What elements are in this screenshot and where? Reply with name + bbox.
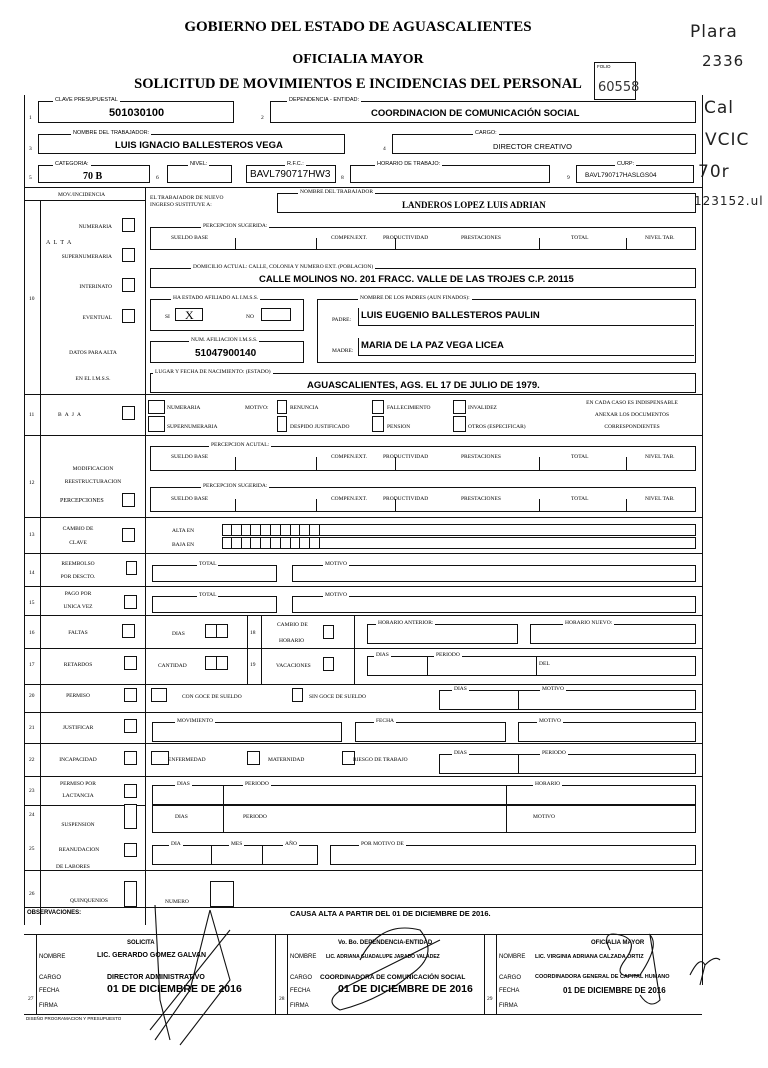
clave-presupuestal-label: CLAVE PRESUPUESTAL (55, 97, 118, 103)
vacaciones-del-label: DEL (539, 661, 550, 667)
margin-note: Plara (690, 22, 738, 42)
perc-col-label: SUELDO BASE (171, 496, 209, 502)
categoria-value: 70 B (83, 171, 103, 182)
por-motivo-label: POR MOTIVO DE (361, 841, 404, 847)
perc-col-label: COMPEN.EXT. (331, 496, 367, 502)
perc-col-label: PRODUCTIVIDAD (383, 235, 429, 241)
field-number: 9 (567, 175, 570, 181)
pago-total-label: TOTAL (199, 592, 217, 598)
field-number: 3 (29, 146, 32, 152)
field-number: 2 (261, 115, 264, 121)
cargo-label: CARGO: (475, 130, 497, 136)
perc-col-label: TOTAL (571, 235, 589, 241)
footer-note: DISEÑO PROGRAMACION Y PRESUPUESTO (26, 1016, 122, 1021)
justificar-fecha-label: FECHA (376, 718, 395, 724)
faltas-label: FALTAS (68, 630, 88, 636)
perc-col-label: PRODUCTIVIDAD (383, 496, 429, 502)
signature-number: 29 (487, 996, 493, 1002)
folio-value: 60558 (598, 80, 640, 95)
justificar-movimiento-label: MOVIMIENTO (177, 718, 213, 724)
reembolso-label: POR DESCTO. (60, 574, 96, 580)
perc-col-label: SUELDO BASE (171, 454, 209, 460)
folio-label: FOLIO (597, 64, 611, 69)
alta-option-label: EVENTUAL (82, 315, 112, 321)
rfc-value: BAVL790717HW3 (250, 169, 331, 180)
permiso-motivo-label: MOTIVO (542, 686, 564, 692)
sustituye-nombre-value: LANDEROS LOPEZ LUIS ADRIAN (402, 200, 546, 210)
retardos-label: RETARDOS (63, 662, 93, 668)
baja-invalidez-label: INVALIDEZ (468, 405, 497, 411)
reanudacion-mes-label: MES (231, 841, 243, 847)
row-number: 21 (29, 725, 35, 731)
signature-nombre: LIC. GERARDO GOMEZ GALVAN (97, 952, 207, 959)
alta-option-label: INTERINATO (79, 284, 112, 290)
sustituye-label: EL TRABAJADOR DE NUEVO INGRESO SUSTITUYE A: (150, 195, 224, 208)
observaciones-label: OBSERVACIONES: (27, 910, 82, 916)
perc-col-label: PRODUCTIVIDAD (383, 454, 429, 460)
horario-nuevo-label: HORARIO NUEVO: (565, 620, 613, 626)
fecha-label: FECHA (499, 988, 520, 994)
alta-en-label: ALTA EN (172, 528, 195, 534)
signature-title: Vo. Bo. DEPENDENCIA-ENTIDAD (338, 940, 433, 946)
field-number: 8 (341, 175, 344, 181)
suspension-dias-label: DIAS (175, 814, 188, 820)
curp-label: CURP: (617, 161, 635, 167)
nombre-label: NOMBRE (39, 954, 66, 960)
row-number: 14 (29, 570, 35, 576)
curp-value: BAVL790717HASLGS04 (585, 172, 657, 179)
signature-stroke (332, 928, 440, 1010)
domicilio-label: DOMICILIO ACTUAL: CALLE, COLONIA Y NUMERO EXT. (POBLACION) (193, 264, 374, 270)
en-imss-label: EN EL I.M.S.S. (75, 376, 111, 382)
fecha-label: FECHA (39, 988, 60, 994)
signature-fecha: 01 DE DICIEMBRE DE 2016 (563, 986, 666, 995)
afiliacion-imss-value: 51047900140 (195, 348, 257, 359)
baja-en-label: BAJA EN (172, 542, 195, 548)
cargo-label: CARGO (499, 975, 522, 981)
clave-presupuestal-value: 501030100 (109, 107, 165, 119)
lactancia-periodo-label: PERIODO (245, 781, 269, 787)
si-check-mark: X (185, 308, 194, 322)
categoria-label: CATEGORIA: (55, 161, 89, 167)
row-number: 15 (29, 600, 35, 606)
dependencia-value: COORDINACION DE COMUNICACIÓN SOCIAL (371, 108, 580, 119)
row-number: 18 (250, 630, 256, 636)
row-number: 26 (29, 891, 35, 897)
signature-stroke (607, 934, 660, 1004)
baja-label: B A J A (58, 412, 82, 418)
signature-stroke (690, 958, 720, 985)
justificar-label: JUSTIFICAR (62, 725, 94, 731)
row-number: 12 (29, 480, 35, 486)
riesgo-trabajo-label: RIESGO DE TRABAJO (353, 757, 408, 763)
cargo-label: CARGO (290, 975, 313, 981)
margin-note: Cal (704, 98, 735, 118)
signature-nombre: LIC. VIRGINIA ADRIANA CALZADA ORTIZ (535, 954, 644, 960)
row-number: 22 (29, 757, 35, 763)
header-government: GOBIERNO DEL ESTADO DE AGUASCALIENTES (184, 19, 532, 35)
row-number: 25 (29, 846, 35, 852)
baja-despido-label: DESPIDO JUSTIFICADO (290, 424, 350, 430)
signature-cargo: DIRECTOR ADMINISTRATIVO (107, 974, 205, 981)
lactancia-dias-label: DIAS (177, 781, 190, 787)
signature-fecha: 01 DE DICIEMBRE DE 2016 (107, 983, 242, 995)
vacaciones-label: VACACIONES (276, 663, 311, 669)
pago-motivo-label: MOTIVO (325, 592, 347, 598)
reembolso-label: REEMBOLSO (61, 561, 95, 567)
baja-renuncia-label: RENUNCIA (290, 405, 319, 411)
cambio-clave-label: CLAVE (69, 540, 87, 546)
reanudacion-dia-label: DIA (171, 841, 181, 847)
mov-incidencia-header: MOV./INCIDENCIA (58, 192, 106, 198)
form-title: SOLICITUD DE MOVIMIENTOS E INCIDENCIAS DEL PERSONAL (134, 76, 582, 92)
nombre-trabajador-value: LUIS IGNACIO BALLESTEROS VEGA (115, 140, 283, 151)
lactancia-label: PERMISO POR (60, 781, 96, 787)
enfermedad-label: ENFERMEDAD (168, 757, 206, 763)
firma-label: FIRMA (290, 1003, 309, 1009)
maternidad-label: MATERNIDAD (268, 757, 305, 763)
firma-label: FIRMA (499, 1003, 518, 1009)
pago-label: UNICA VEZ (63, 604, 93, 610)
row-number: 11 (29, 412, 35, 418)
lactancia-horario-label: HORARIO (535, 781, 561, 787)
faltas-dias-label: DIAS (172, 631, 185, 637)
pago-label: PAGO POR (64, 591, 92, 597)
percepciones-label: PERCEPCIONES (60, 498, 104, 504)
margin-note: 123152.ul (694, 194, 764, 208)
lactancia-label: LACTANCIA (62, 793, 94, 799)
row-number: 23 (29, 788, 35, 794)
perc-col-label: PRESTACIONES (461, 496, 501, 502)
sustituye-nombre-label: NOMBRE DEL TRABAJADOR (300, 189, 374, 195)
signature-nombre: LIC. ADRIANA GUADALUPE JARADO VALADEZ (326, 954, 440, 960)
si-label: SI (165, 314, 170, 320)
padres-label: NOMBRE DE LOS PADRES (AUN FINADOS): (360, 295, 470, 301)
reestructuracion-label: REESTRUCTURACION (64, 479, 122, 485)
row-number: 20 (29, 693, 35, 699)
row-number: 24 (29, 812, 35, 818)
perc-col-label: TOTAL (571, 454, 589, 460)
perc-col-label: NIVEL TAB. (645, 235, 675, 241)
perc-col-label: NIVEL TAB. (645, 496, 675, 502)
row-number: 10 (29, 296, 35, 302)
signature-stroke (150, 910, 230, 1045)
alta-label: A L T A (46, 240, 73, 246)
perc-col-label: TOTAL (571, 496, 589, 502)
nombre-trabajador-label: NOMBRE DEL TRABAJADOR: (73, 130, 150, 136)
row-number: 17 (29, 662, 35, 668)
percepcion-sugerida-label: PERCEPCION SUGERIDA: (203, 223, 268, 229)
baja-otros-label: OTROS (ESPECIFICAR) (468, 424, 526, 430)
cambio-horario-label: CAMBIO DE (277, 622, 308, 628)
permiso-dias-label: DIAS (454, 686, 467, 692)
padre-label: PADRE: (332, 317, 352, 323)
margin-note: 2336 (702, 52, 745, 70)
permiso-label: PERMISO (66, 693, 90, 699)
fecha-label: FECHA (290, 988, 311, 994)
quinquenios-label: QUINQUENIOS (70, 898, 108, 904)
suspension-label: SUSPENSION (61, 822, 95, 828)
percepcion-actual-label: PERCEPCION ACUTAL: (211, 442, 270, 448)
rfc-label: R.F.C.: (287, 161, 304, 167)
baja-note: EN CADA CASO ES INDISPENSABLE (586, 400, 678, 406)
field-number: 5 (29, 175, 32, 181)
baja-note: CORRESPONDIENTES (604, 424, 660, 430)
madre-label: MADRE: (332, 348, 354, 354)
no-label: NO (246, 314, 254, 320)
signature-fecha: 01 DE DICIEMBRE DE 2016 (338, 983, 473, 995)
afiliacion-imss-label: NUM. AFILIACION I.M.S.S. (191, 337, 258, 343)
perc-col-label: PRESTACIONES (461, 235, 501, 241)
con-goce-label: CON GOCE DE SUELDO (182, 694, 242, 700)
margin-note: 70r (698, 162, 730, 182)
vacaciones-dias-label: DIAS (376, 652, 389, 658)
reanudacion-label: DE LABORES (56, 864, 90, 870)
percepcion-sugerida-label: PERCEPCION SUGERIDA: (203, 483, 268, 489)
sin-goce-label: SIN GOCE DE SUELDO (309, 694, 366, 700)
row-number: 13 (29, 532, 35, 538)
row-number: 19 (250, 662, 256, 668)
field-number: 6 (156, 175, 159, 181)
perc-col-label: COMPEN.EXT. (331, 454, 367, 460)
nivel-label: NIVEL: (190, 161, 208, 167)
perc-col-label: COMPEN.EXT. (331, 235, 367, 241)
perc-col-label: NIVEL TAB. (645, 454, 675, 460)
vacaciones-periodo-label: PERIODO (436, 652, 460, 658)
baja-supernumeraria-label: SUPERNUMERARIA (167, 424, 218, 430)
reanudacion-label: REANUDACION (58, 847, 100, 853)
signature-title: OFICIALIA MAYOR (591, 940, 645, 946)
reembolso-total-label: TOTAL (199, 561, 217, 567)
reembolso-motivo-label: MOTIVO (325, 561, 347, 567)
nombre-label: NOMBRE (499, 954, 526, 960)
field-number: 1 (29, 115, 32, 121)
alta-option-label: SUPERNUMERARIA (61, 254, 112, 260)
baja-fallecimiento-label: FALLECIMIENTO (387, 405, 431, 411)
modificacion-label: MODIFICACION (72, 466, 114, 472)
incapacidad-dias-label: DIAS (454, 750, 467, 756)
signature-cargo: COORDINADORA GENERAL DE CAPITAL HUMANO (535, 974, 670, 980)
cargo-value: DIRECTOR CREATIVO (493, 142, 572, 151)
cargo-label: CARGO (39, 975, 62, 981)
cambio-horario-label: HORARIO (279, 638, 305, 644)
horario-trabajo-label: HORARIO DE TRABAJO: (377, 161, 441, 167)
field-number: 4 (383, 146, 386, 152)
margin-note: VCIC (705, 130, 750, 150)
suspension-motivo-label: MOTIVO (533, 814, 555, 820)
suspension-periodo-label: PERIODO (243, 814, 267, 820)
reanudacion-anio-label: AÑO (285, 841, 297, 847)
baja-note: ANEXAR LOS DOCUMENTOS (594, 412, 670, 418)
dependencia-label: DEPENDENCIA - ENTIDAD: (289, 97, 359, 103)
baja-pension-label: PENSION (387, 424, 411, 430)
signature-cargo: COORDINADORA DE COMUNICACIÓN SOCIAL (320, 974, 466, 981)
cambio-clave-label: CAMBIO DE (62, 526, 94, 532)
nacimiento-label: LUGAR Y FECHA DE NACIMIENTO: (ESTADO) (155, 369, 271, 375)
quinquenios-numero-label: NUMERO (165, 899, 189, 905)
baja-motivo-label: MOTIVO: (245, 405, 269, 411)
nacimiento-value: AGUASCALIENTES, AGS. EL 17 DE JULIO DE 1979. (307, 380, 540, 391)
perc-col-label: SUELDO BASE (171, 235, 209, 241)
domicilio-value: CALLE MOLINOS NO. 201 FRACC. VALLE DE LAS TROJES C.P. 20115 (259, 274, 574, 285)
justificar-motivo-label: MOTIVO (539, 718, 561, 724)
row-number: 16 (29, 630, 35, 636)
madre-value: MARIA DE LA PAZ VEGA LICEA (361, 340, 504, 351)
datos-para-alta-label: DATOS PARA ALTA (69, 350, 117, 356)
header-oficialia: OFICIALIA MAYOR (292, 52, 424, 67)
padre-value: LUIS EUGENIO BALLESTEROS PAULIN (361, 310, 540, 321)
afiliado-imss-label: HA ESTADO AFILIADO AL I.M.S.S. (173, 295, 259, 301)
retardos-cantidad-label: CANTIDAD (158, 663, 187, 669)
horario-anterior-label: HORARIO ANTERIOR: (378, 620, 434, 626)
perc-col-label: PRESTACIONES (461, 454, 501, 460)
nombre-label: NOMBRE (290, 954, 317, 960)
signature-stroke (155, 905, 170, 1040)
observaciones-value[interactable]: CAUSA ALTA A PARTIR DEL 01 DE DICIEMBRE DE 2016. (290, 909, 491, 918)
signature-number: 27 (28, 996, 34, 1002)
incapacidad-periodo-label: PERIODO (542, 750, 566, 756)
signature-title: SOLICITA (127, 940, 155, 946)
incapacidad-label: INCAPACIDAD (59, 757, 97, 763)
alta-option-label: NUMERARIA (78, 224, 112, 230)
baja-numeraria-label: NUMERARIA (167, 405, 201, 411)
firma-label: FIRMA (39, 1003, 58, 1009)
signature-number: 28 (279, 996, 285, 1002)
